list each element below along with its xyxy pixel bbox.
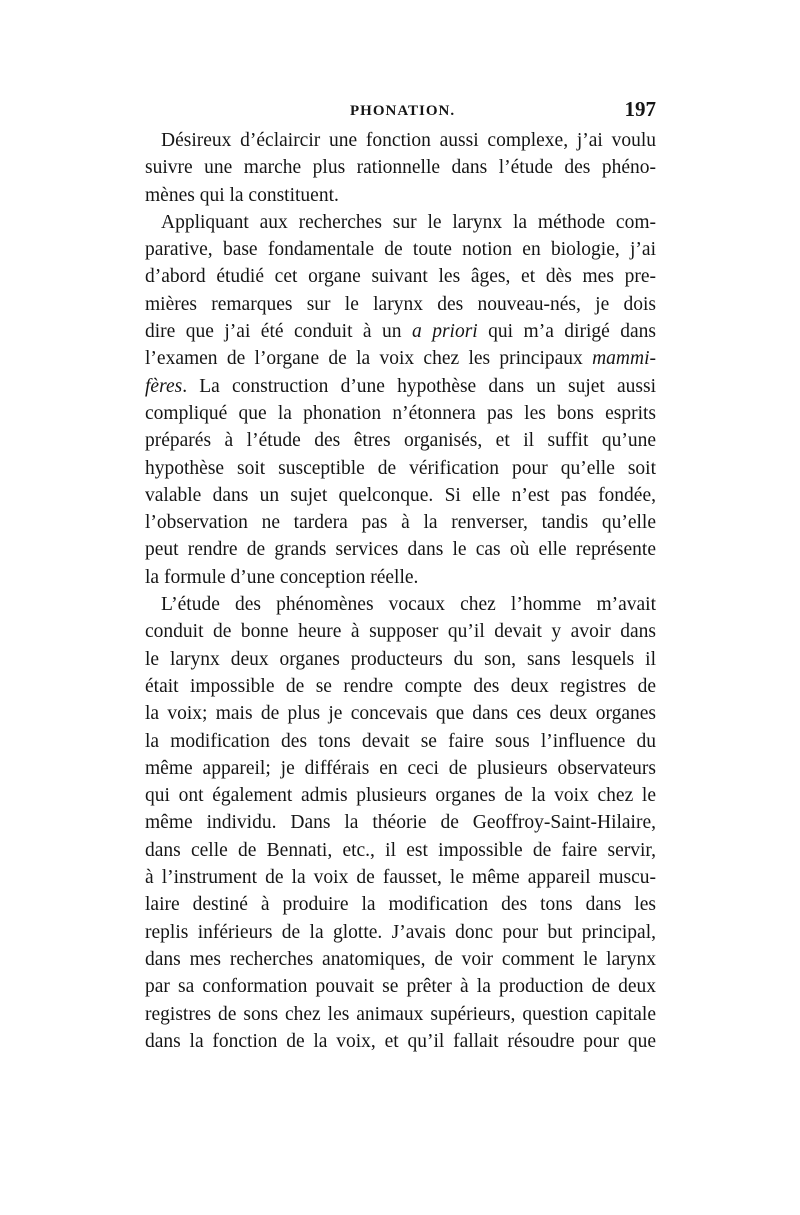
text-line: replis inférieurs de la glotte. J’avais donc pour but principal, [145, 921, 656, 943]
body-text [145, 127, 656, 1055]
text-line: même individu. Dans la théorie de Geoffroy-Saint-Hilaire, [145, 812, 656, 834]
text-segment: dire que j’ai été conduit à un [145, 321, 412, 343]
text-line: Appliquant aux recherches sur le larynx la méthode com- [161, 211, 656, 233]
running-title: PHONATION. [350, 103, 456, 119]
text-line: qui ont également admis plusieurs organes de la voix chez le [145, 785, 656, 807]
text-line: valable dans un sujet quelconque. Si elle n’est pas fondée, [145, 484, 656, 506]
italic-term: fères [145, 375, 183, 397]
text-line: la modification des tons devait se faire sous l’influence du [145, 730, 656, 752]
text-line: dans la fonction de la voix, et qu’il fallait résoudre pour que [145, 1030, 656, 1052]
text-line: suivre une marche plus rationnelle dans l’étude des phéno- [145, 157, 656, 179]
text-line: peut rendre de grands services dans le cas où elle représente [145, 539, 656, 561]
text-line: l’observation ne tardera pas à la renverser, tandis qu’elle [145, 512, 656, 534]
text-line: à l’instrument de la voix de fausset, le même appareil muscu- [145, 867, 656, 889]
text-segment: l’examen de l’organe de la voix chez les principaux [145, 348, 593, 370]
text-segment: qui m’a dirigé dans [477, 321, 656, 343]
text-line: dans celle de Bennati, etc., il est impossible de faire servir, [145, 839, 656, 861]
text-line: hypothèse soit susceptible de vérification pour qu’elle soit [145, 457, 656, 479]
text-line: conduit de bonne heure à supposer qu’il devait y avoir dans [145, 621, 656, 643]
text-line: le larynx deux organes producteurs du son, sans lesquels il [145, 648, 656, 670]
page-number: 197 [624, 97, 656, 121]
text-line: même appareil; je différais en ceci de plusieurs observateurs [145, 757, 656, 779]
text-line: registres de sons chez les animaux supérieurs, question capitale [145, 1003, 656, 1025]
text-line: dans mes recherches anatomiques, de voir comment le larynx [145, 948, 656, 970]
text-line: par sa conformation pouvait se prêter à la production de deux [145, 976, 656, 998]
text-line: Désireux d’éclaircir une fonction aussi complexe, j’ai voulu [161, 130, 656, 151]
text-line: préparés à l’étude des êtres organisés, et il suffit qu’une [145, 430, 656, 452]
text-line: la voix; mais de plus je concevais que dans ces deux organes [145, 703, 656, 725]
text-line: laire destiné à produire la modification des tons dans les [145, 894, 656, 916]
text-line [145, 345, 656, 372]
text-line: mières remarques sur le larynx des nouveau-nés, je dois [145, 293, 656, 315]
text-line: était impossible de se rendre compte des deux registres de [145, 675, 656, 697]
text-line [145, 373, 656, 400]
text-line: d’abord étudié cet organe suivant les âges, et dès mes pre- [145, 266, 656, 288]
italic-term: a priori [412, 321, 478, 343]
text-line: la formule d’une conception réelle. [145, 566, 419, 588]
text-line: L’étude des phénomènes vocaux chez l’homme m’avait [161, 594, 656, 616]
running-head [145, 97, 656, 125]
text-line: compliqué que la phonation n’étonnera pas les bons esprits [145, 402, 656, 424]
text-segment: . La construction d’une hypothèse dans un sujet aussi [182, 375, 656, 397]
text-line: parative, base fondamentale de toute notion en biologie, j’ai [145, 239, 656, 261]
text-line [145, 318, 656, 345]
italic-term: mammi- [592, 348, 656, 370]
text-line: mènes qui la constituent. [145, 184, 339, 206]
